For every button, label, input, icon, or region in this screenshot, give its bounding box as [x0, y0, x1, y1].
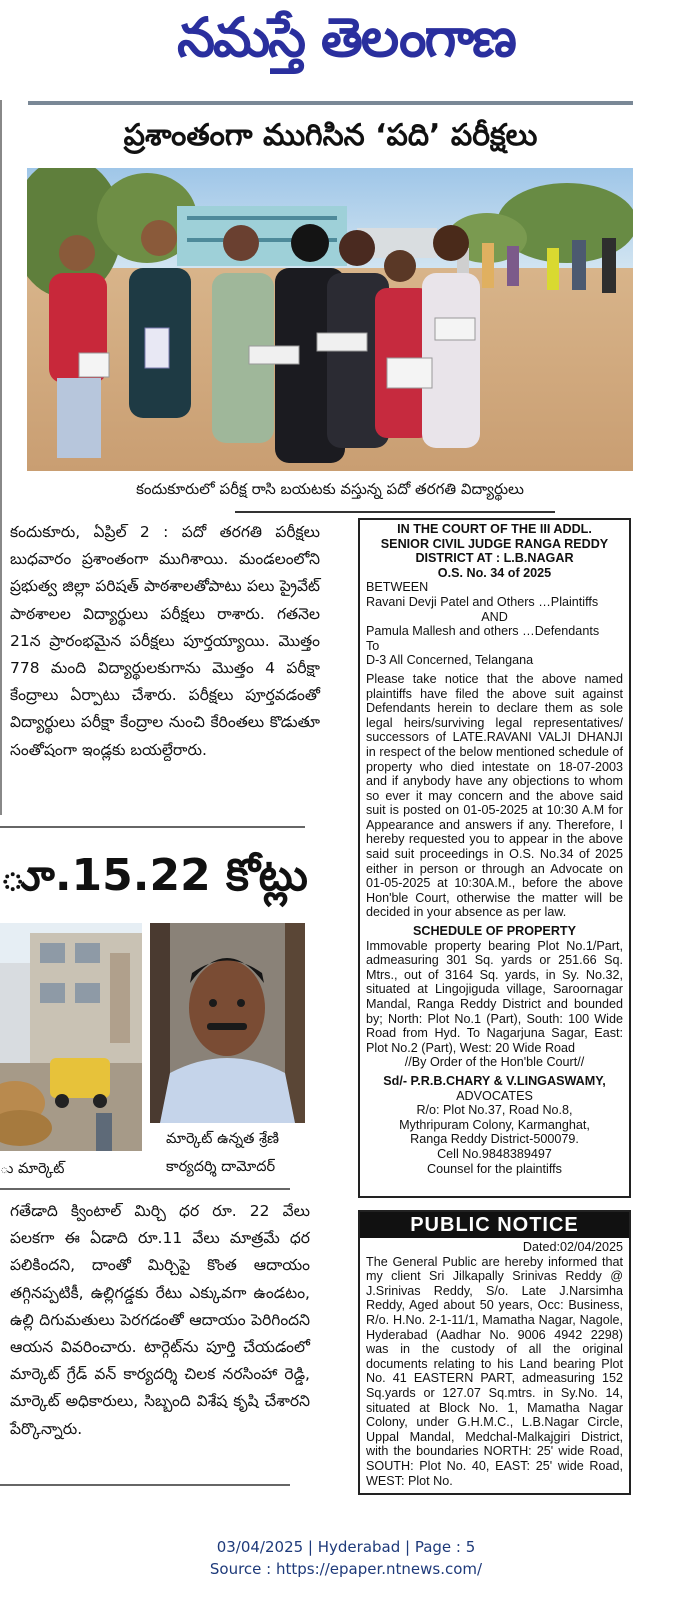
address-line-3: Ranga Reddy District-500079.: [410, 1132, 579, 1147]
address-line-2: Mythripuram Colony, Karmanghat,: [399, 1117, 590, 1132]
lead-headline: ప్రశాంతంగా ముగిసిన ‘పది’ పరీక్షలు: [123, 118, 538, 153]
column-divider-left: [0, 100, 2, 815]
court-heading-1: IN THE COURT OF THE III ADDL.: [397, 522, 592, 536]
public-notice-title: PUBLIC NOTICE: [360, 1212, 629, 1238]
counsel-label: Counsel for the plaintiffs: [427, 1161, 562, 1176]
students-photo: [27, 168, 633, 471]
market-photo-caption: ు మార్కెట్: [0, 1161, 65, 1177]
schedule-title: SCHEDULE OF PROPERTY: [412, 924, 577, 939]
lead-story-body: కందుకూరు, ఏప్రిల్ 2 : పదో తరగతి పరీక్షలు బుధవారం ప్రశాంతంగా ముగిశాయి. మండలంలోని ప్రభుత్వ జిల్లా పరిషత్ పాఠశాలతోపాటు పలు ప్రైవేట్ పాఠశాలల విద్యార్థులు పరీక్షలు రాశారు. గతనెల 21న ప్రారంభమైన పరీక్షలు పూర్తయ్యాయి. మొత్తం 778 మంది విద్యార్థులకుగాను మొత్తం 4 పరీక్షా కేంద్రాలు ఏర్పాటు చేశారు. పరీక్షలు పూర్తవడంతో విద్యార్థులు పరీక్షా కేంద్రాల నుంచి కేరింతలు కొడుతూ సంతోషంగా ఇండ్లకు బయల్దేరారు.: [10, 523, 320, 759]
public-notice: [358, 1210, 631, 1495]
photo-caption: కందుకూరులో పరీక్ష రాసి బయటకు వస్తున్న పదో తరగతి విద్యార్థులు: [136, 480, 524, 498]
court-heading-3: DISTRICT AT : L.B.NAGAR: [415, 551, 574, 566]
court-notice: [358, 518, 631, 1198]
portrait-caption-line1: మార్కెట్ ఉన్నత శ్రేణి: [166, 1131, 279, 1147]
plaintiffs: Ravani Devji Patel and Others …Plaintiffs: [366, 594, 599, 609]
bottom-rule: [0, 1484, 290, 1486]
to-label: To: [366, 638, 380, 653]
to-whom: D-3 All Concerned, Telangana: [366, 653, 534, 668]
court-body: Please take notice that the above named plaintiffs have filed the above suit against Defendants herein to declare them as sole legal heirs/surviving legal representatives/ successors of LATE.RAVANI VALJI DHANJI in respect of the below mentioned schedule of property who died intestate on 18-07-2003 and if anybody have any objections to whom so ever it may concern and the above said suit is posted on 01-05-2025 at 10:30 A.M for Appearance and answers if any. Therefore, I hereby requested you to appear in the above said suit proceedings in O.S. No.34 of 2025 either in person or through an Advocate on 01-05-2025 at 10:30A.M., before the above Hon'ble Court, otherwise the matter will be decided in your absence as per law.: [366, 671, 623, 920]
official-portrait: [150, 923, 305, 1123]
between-label: BETWEEN: [366, 580, 429, 595]
footer-source: Source : https://epaper.ntnews.com/: [209, 1560, 483, 1578]
case-number: O.S. No. 34 of 2025: [437, 565, 552, 580]
masthead-rule: [28, 101, 633, 105]
defendants: Pamula Mallesh and others …Defendants: [366, 624, 600, 639]
market-story-body: గతేడాది క్వింటాల్ మిర్చి ధర రూ. 22 వేలు పలకగా ఈ ఏడాది రూ.11 వేలు మాత్రమే ధర పలికిందని, దాంతో మిర్చిపై కొంత ఆదాయం తగ్గినప్పటికీ, ఉల్లిగడ్డకు రేటు ఎక్కువగా ఉండటం, ఉల్లి దిగుమతులు పెరగడంతో ఆదాయం పెరిగిందని ఆయన వివరించారు. టార్గెట్‌ను పూర్తి చేయడంలో మార్కెట్ గ్రేడ్ వన్ కార్యదర్శి చిలక నరసింహా రెడ్డి, మార్కెట్ అధికారులు, సిబ్బంది విశేష కృషి చేశారని పేర్కొన్నారు.: [10, 1202, 310, 1438]
and-label: AND: [481, 609, 508, 624]
advocates-label: ADVOCATES: [456, 1088, 533, 1103]
court-order: //By Order of the Hon'ble Court//: [404, 1055, 585, 1070]
caption-divider: [0, 1188, 290, 1190]
address-line-1: R/o: Plot No.37, Road No.8,: [416, 1103, 573, 1118]
market-photo: [0, 923, 142, 1151]
market-headline: ూ.15.22 కోట్లు: [0, 850, 308, 901]
court-heading-2: SENIOR CIVIL JUDGE RANGA REDDY: [380, 536, 609, 551]
footer-dateline: 03/04/2025 | Hyderabad | Page : 5: [216, 1538, 476, 1556]
signatories: Sd/- P.R.B.CHARY & V.LINGASWAMY,: [383, 1073, 606, 1088]
portrait-caption-line2: కార్యదర్శి దామోదర్: [166, 1159, 276, 1175]
cell-number: Cell No.9848389497: [437, 1146, 552, 1161]
caption-rule: [235, 511, 555, 513]
schedule-body: Immovable property bearing Plot No.1/Part, admeasuring 301 Sq. yards or 251.66 Sq. Mtrs., out of 3164 Sq. yards, in Sy. No.32, situated at Lingojiguda village, Saroornagar Mandal, Ranga Reddy District and bounded by; North: Plot No.1 (Part), South: 100 Wide Road from Hyd. To Nagarjuna Sagar, East: Plot No.2 (Part), West: 20 Wide Road: [366, 938, 623, 1055]
section-rule: [0, 826, 305, 828]
public-notice-body: The General Public are hereby informed that my client Sri Jilkapally Srinivas Reddy @ J.Srinivas Reddy, S/o. Late J.Narsimha Reddy, Aged about 50 years, Occ: Business, R/o. H.No. 2-1-11/1, Mamatha Nagar, Nagole, Hyderabad (Aadhar No. 9006 4942 2298) was in the custody of all the original documents relating to his Land bearing Plot No. 41 EASTERN PART, admeasuring 152 Sq.yards or 127.07 Sq.mtrs. in Sy.No. 14, situated at Block No. 1, Mamatha Nagar Colony, under G.H.M.C., L.B.Nagar Circle, Uppal Mandal, Medchal-Malkajgiri District, with the boundaries NORTH: 25' wide Road, SOUTH: Plot No. 40, EAST: 25' wide Road, WEST: Plot No.: [366, 1254, 623, 1488]
public-notice-date: Dated:02/04/2025: [522, 1240, 623, 1254]
masthead-title: నమస్తే తెలంగాణ: [177, 5, 515, 69]
